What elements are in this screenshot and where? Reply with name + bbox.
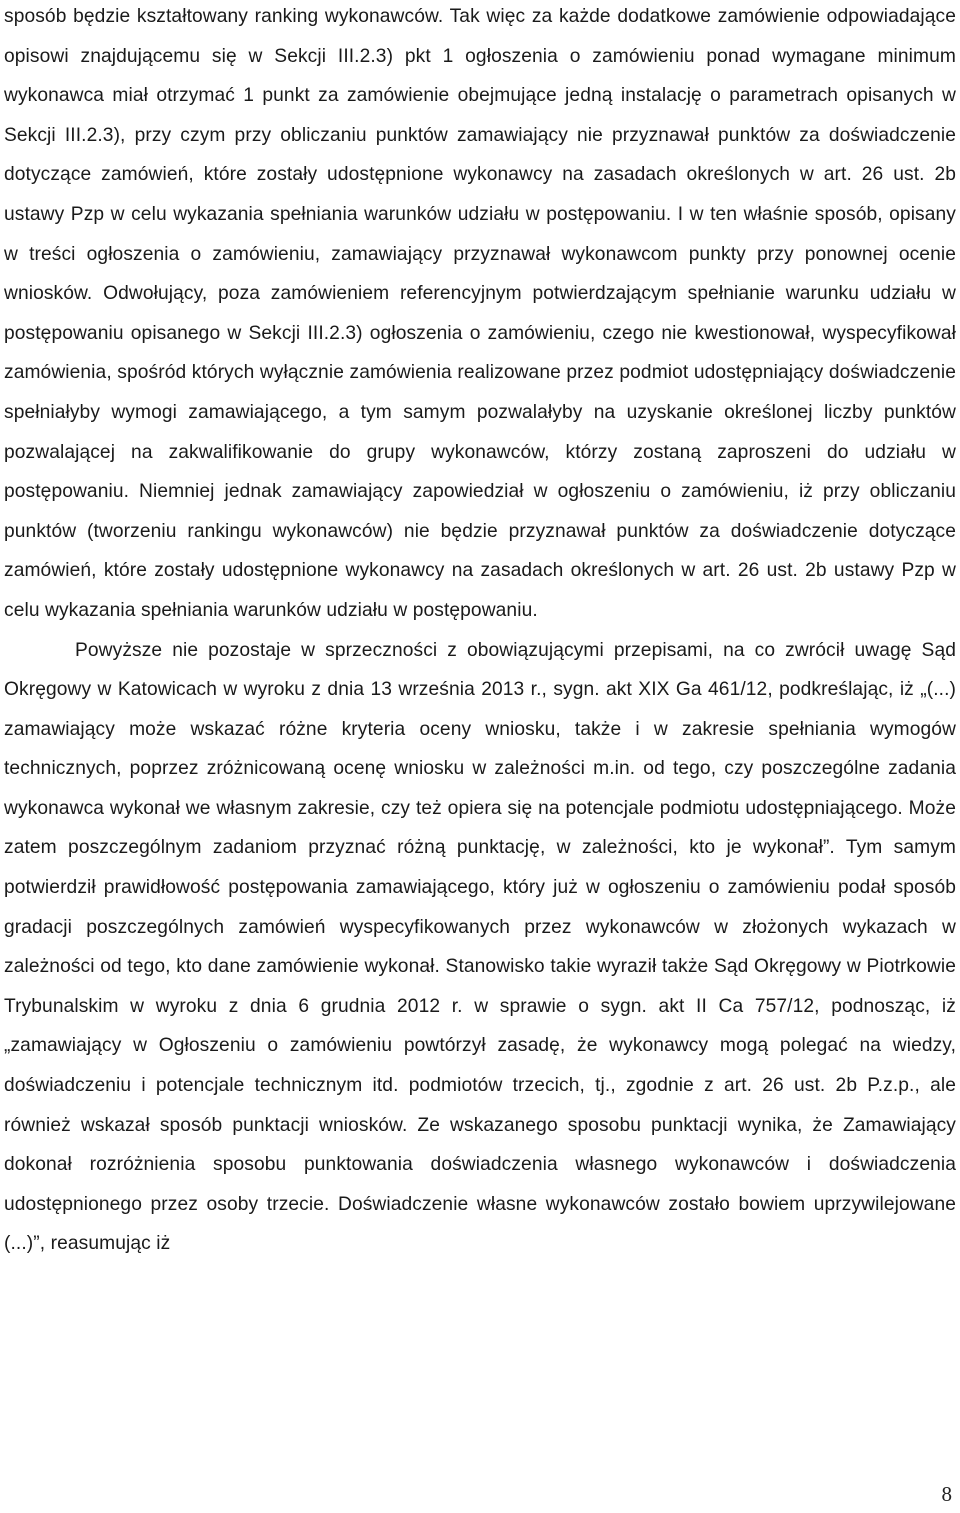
document-body xyxy=(4,0,956,1264)
paragraph-1: sposób będzie kształtowany ranking wykonawców. Tak więc za każde dodatkowe zamówienie odpowiadające opisowi znajdującemu się w Sekcji III.2.3) pkt 1 ogłoszenia o zamówieniu ponad wymagane minimum wykonawca miał otrzymać 1 punkt za zamówienie obejmujące jedną instalację o parametrach opisanych w Sekcji III.2.3), przy czym przy obliczaniu punktów zamawiający nie przyznawał punktów za doświadczenie dotyczące zamówień, które zostały udostępnione wykonawcy na zasadach określonych w art. 26 ust. 2b ustawy Pzp w celu wykazania spełniania warunków udziału w postępowaniu. I w ten właśnie sposób, opisany w treści ogłoszenia o zamówieniu, zamawiający przyznawał wykonawcom punkty przy ponownej ocenie wniosków. Odwołujący, poza zamówieniem referencyjnym potwierdzającym spełnianie warunku udziału w postępowaniu opisanego w Sekcji III.2.3) ogłoszenia o zamówieniu, czego nie kwestionował, wyspecyfikował zamówienia, spośród których wyłącznie zamówienia realizowane przez podmiot udostępniający doświadczenie spełniałyby wymogi zamawiającego, a tym samym pozwalałyby na uzyskanie określonej liczby punktów pozwalającej na zakwalifikowanie do grupy wykonawców, którzy zostaną zaproszeni do udziału w postępowaniu. Niemniej jednak zamawiający zapowiedział w ogłoszeniu o zamówieniu, iż przy obliczaniu punktów (tworzeniu rankingu wykonawców) nie będzie przyznawał punktów za doświadczenie dotyczące zamówień, które zostały udostępnione wykonawcy na zasadach określonych w art. 26 ust. 2b ustawy Pzp w celu wykazania spełniania warunków udziału w postępowaniu. xyxy=(4,6,956,621)
paragraph-2: Powyższe nie pozostaje w sprzeczności z obowiązującymi przepisami, na co zwrócił uwagę Sąd Okręgowy w Katowicach w wyroku z dnia 13 września 2013 r., sygn. akt XIX Ga 461/12, podkreślając, iż „(...) zamawiający może wskazać różne kryteria oceny wniosku, także i w zakresie spełniania wymogów technicznych, poprzez zróżnicowaną ocenę wniosku w zależności m.in. od tego, czy poszczególne zadania wykonawca wykonał we własnym zakresie, czy też opiera się na potencjale podmiotu udostępniającego. Może zatem poszczególnym zadaniom przyznać różną punktację, w zależności, kto je wykonał”. Tym samym potwierdził prawidłowość postępowania zamawiającego, który już w ogłoszeniu o zamówieniu podał sposób gradacji poszczególnych zamówień wyspecyfikowanych przez wykonawców w złożonych wykazach w zależności od tego, kto dane zamówienie wykonał. Stanowisko takie wyraził także Sąd Okręgowy w Piotrkowie Trybunalskim w wyroku z dnia 6 grudnia 2012 r. w sprawie o sygn. akt II Ca 757/12, podnosząc, iż „zamawiający w Ogłoszeniu o zamówieniu powtórzył zasadę, że wykonawcy mogą polegać na wiedzy, doświadczeniu i potencjale technicznym itd. podmiotów trzecich, tj., zgodnie z art. 26 ust. 2b P.z.p., ale również wskazał sposób punktacji wniosków. Ze wskazanego sposobu punktacji wynika, że Zamawiający dokonał rozróżnienia sposobu punktowania doświadczenia własnego wykonawców i doświadczenia udostępnionego przez osoby trzecie. Doświadczenie własne wykonawców zostało bowiem uprzywilejowane (...)”, reasumując iż xyxy=(4,639,956,1255)
page-number: 8 xyxy=(941,1482,952,1506)
